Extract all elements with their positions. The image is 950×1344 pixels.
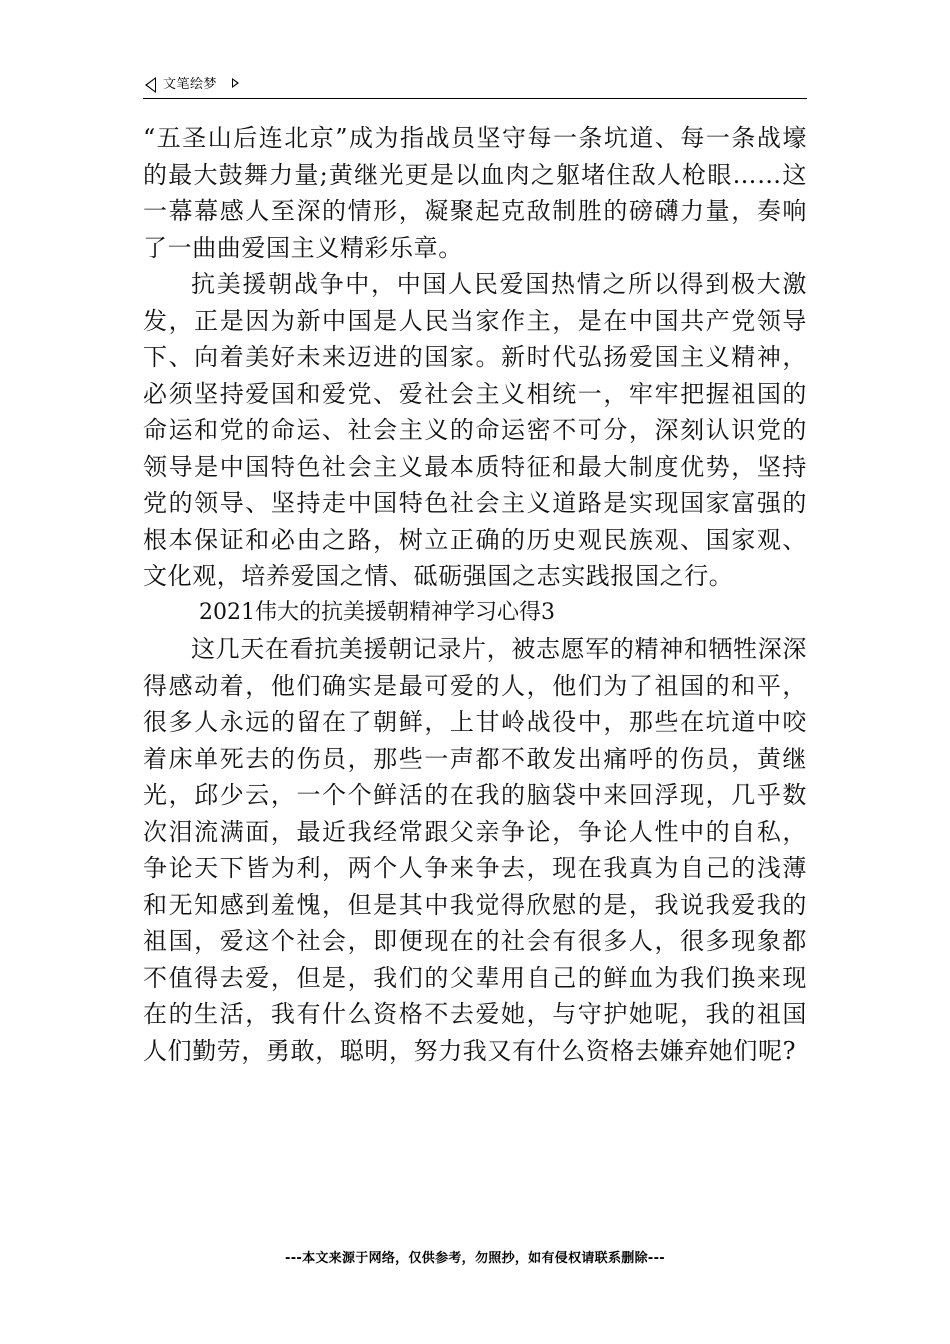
right-triangle-icon (232, 78, 239, 88)
footer-notice: ---本文来源于网络，仅供参考，勿照抄，如有侵权请联系删除--- (285, 1251, 665, 1266)
page-header (143, 72, 807, 99)
left-triangle-icon (145, 77, 156, 93)
paragraph-continued: “五圣山后连北京”成为指战员坚守每一条坑道、每一条战壕的最大鼓舞力量;黄继光更是以血肉之躯堵住敌人枪眼……这一幕幕感人至深的情形，凝聚起克敌制胜的磅礴力量，奏响了一曲曲爱国主义精彩乐章。 (143, 124, 807, 262)
paragraph: 这几天在看抗美援朝记录片，被志愿军的精神和牺牲深深得感动着，他们确实是最可爱的人，他们为了祖国的和平，很多人永远的留在了朝鲜，上甘岭战役中，那些在坑道中咬着床单死去的伤员，那些一声都不敢发出痛呼的伤员，黄继光，邱少云，一个个鲜活的在我的脑袋中来回浮现，几乎数次泪流满面，最近我经常跟父亲争论，争论人性中的自私，争论天下皆为利，两个人争来争去，现在我真为自己的浅薄和无知感到羞愧，但是其中我觉得欣慰的是，我说我爱我的祖国，爱这个社会，即便现在的社会有很多人，很多现象都不值得去爱，但是，我们的父辈用自己的鲜血为我们换来现在的生活，我有什么资格不去爱她，与守护她呢，我的祖国人们勤劳，勇敢，聪明，努力我又有什么资格去嫌弃她们呢? (143, 635, 807, 1065)
paragraph: 抗美援朝战争中，中国人民爱国热情之所以得到极大激发，正是因为新中国是人民当家作主，是在中国共产党领导下、向着美好未来迈进的国家。新时代弘扬爱国主义精神，必须坚持爱国和爱党、爱社会主义相统一，牢牢把握祖国的命运和党的命运、社会主义的命运密不可分，深刻认识党的领导是中国特色社会主义最本质特征和最大制度优势，坚持党的领导、坚持走中国特色社会主义道路是实现国家富强的根本保证和必由之路，树立正确的历史观民族观、国家观、文化观，培养爱国之情、砥砺强国之志实践报国之行。 (143, 270, 807, 590)
section-title: 2021伟大的抗美援朝精神学习心得3 (199, 599, 555, 625)
document-body (143, 120, 807, 1069)
header-brand: 文笔绘梦 (163, 77, 218, 92)
